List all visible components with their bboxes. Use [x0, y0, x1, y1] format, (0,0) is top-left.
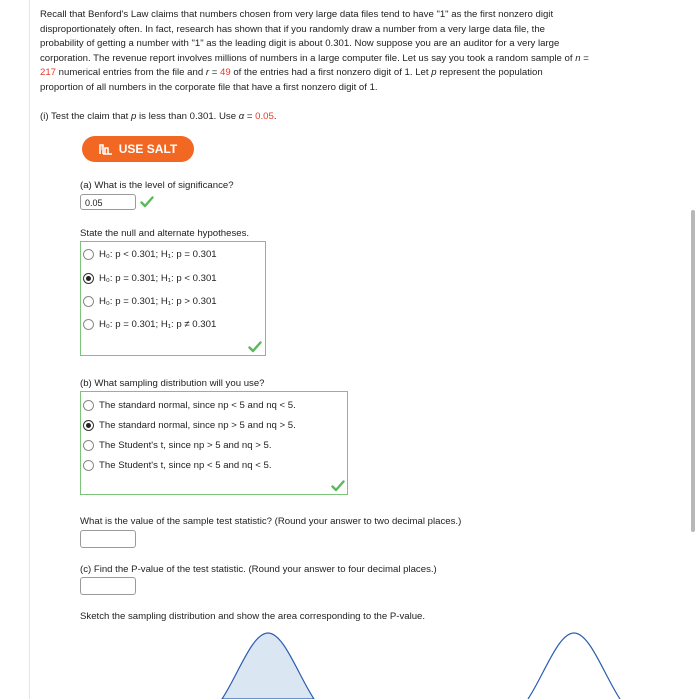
radio-button-selected[interactable]	[83, 420, 94, 431]
h0-text: H₀: p = 0.301;	[99, 272, 159, 284]
test-statistic-question: What is the value of the sample test statistic? (Round your answer to two decimal places.)	[80, 516, 462, 527]
h1-text: H₁: p ≠ 0.301	[160, 318, 217, 330]
intro-text: numerical entries from the file and	[56, 67, 206, 79]
use-salt-label: USE SALT	[118, 142, 178, 156]
h1-text: H₁: p > 0.301	[160, 295, 217, 307]
distribution-option[interactable]	[83, 438, 272, 452]
h0-text: H₀: p = 0.301;	[99, 318, 159, 330]
hypotheses-option-group	[80, 241, 266, 356]
variable-n: n	[575, 52, 581, 64]
normal-curve-shaded[interactable]	[222, 633, 314, 699]
h0-text: H₀: p < 0.301;	[99, 248, 159, 260]
hypotheses-question: State the null and alternate hypotheses.	[80, 228, 250, 239]
use-salt-button[interactable]	[82, 136, 194, 162]
intro-text: of the entries had a first nonzero digit of 1. Let	[230, 67, 432, 79]
alpha-value: 0.05	[255, 111, 274, 122]
correct-check-icon	[331, 480, 345, 492]
test-statistic-input[interactable]	[80, 530, 136, 548]
part-c-question: (c) Find the P-value of the test statistic. (Round your answer to four decimal places.)	[80, 564, 437, 575]
radio-button[interactable]	[83, 319, 94, 330]
hypothesis-option[interactable]	[83, 271, 217, 285]
variable-p: p	[131, 111, 137, 122]
intro-line	[40, 52, 685, 67]
salt-icon	[99, 143, 113, 155]
radio-button[interactable]	[83, 249, 94, 260]
intro-text: corporation. The revenue report involves millions of numbers in a large computer file. Let us say you took a random sample of	[40, 52, 573, 64]
claim-text: .	[273, 111, 277, 122]
sampling-distribution-sketches	[0, 620, 700, 699]
correct-check-icon	[248, 341, 262, 353]
hypothesis-option[interactable]	[83, 247, 217, 261]
normal-curve-outline[interactable]	[528, 633, 620, 699]
p-value-input[interactable]	[80, 577, 136, 595]
page-left-border	[29, 0, 30, 699]
radio-button[interactable]	[83, 400, 94, 411]
variable-p: p	[431, 67, 437, 79]
radio-button[interactable]	[83, 460, 94, 471]
h0-text: H₀: p = 0.301;	[99, 295, 159, 307]
intro-line: proportion of all numbers in the corporate file that have a first nonzero digit of 1.	[40, 81, 378, 93]
intro-line	[40, 66, 685, 81]
distribution-option[interactable]	[83, 418, 296, 432]
radio-button[interactable]	[83, 440, 94, 451]
test-claim-line	[40, 111, 277, 122]
distribution-option-label: The standard normal, since np > 5 and nq > 5.	[99, 419, 296, 431]
correct-check-icon	[140, 196, 154, 208]
claim-text: (i) Test the claim that	[40, 111, 131, 122]
n-value: 217	[40, 67, 57, 79]
radio-button-selected[interactable]	[83, 273, 94, 284]
equals-sign: =	[580, 52, 589, 64]
distribution-option[interactable]	[83, 398, 296, 412]
intro-line: probability of getting a number with "1" as the leading digit is about 0.301. Now suppose you are an auditor for a very large	[40, 38, 560, 50]
distribution-option-label: The Student's t, since np > 5 and nq > 5.	[99, 439, 272, 451]
alpha-symbol: α	[238, 111, 245, 122]
distribution-option-label: The Student's t, since np < 5 and nq < 5.	[99, 459, 272, 471]
distribution-option-label: The standard normal, since np < 5 and nq < 5.	[99, 399, 296, 411]
intro-line: disproportionately often. In fact, research has shown that if you randomly draw a number from a very large data file, the	[40, 23, 545, 35]
variable-r: r	[205, 67, 210, 79]
equals-sign: =	[209, 67, 220, 79]
intro-line: Recall that Benford's Law claims that numbers chosen from very large data files tend to have "1" as the first nonzero digit	[40, 9, 554, 20]
intro-text: represent the population	[436, 67, 543, 79]
problem-intro	[40, 8, 685, 96]
sketch-prompt: Sketch the sampling distribution and show the area corresponding to the P-value.	[80, 611, 426, 622]
significance-input[interactable]: 0.05	[80, 194, 136, 210]
claim-text: is less than 0.301. Use	[136, 111, 239, 122]
radio-button[interactable]	[83, 296, 94, 307]
equals-sign: =	[244, 111, 256, 122]
h1-text: H₁: p < 0.301	[160, 272, 217, 284]
distribution-option-group	[80, 391, 348, 495]
hypothesis-option[interactable]	[83, 294, 217, 308]
part-a-question: (a) What is the level of significance?	[80, 180, 234, 191]
hypothesis-option[interactable]	[83, 317, 216, 331]
r-value: 49	[220, 67, 231, 79]
h1-text: H₁: p = 0.301	[160, 248, 217, 260]
scrollbar-thumb[interactable]	[691, 210, 695, 532]
distribution-option[interactable]	[83, 458, 272, 472]
part-b-question: (b) What sampling distribution will you use?	[80, 378, 265, 389]
